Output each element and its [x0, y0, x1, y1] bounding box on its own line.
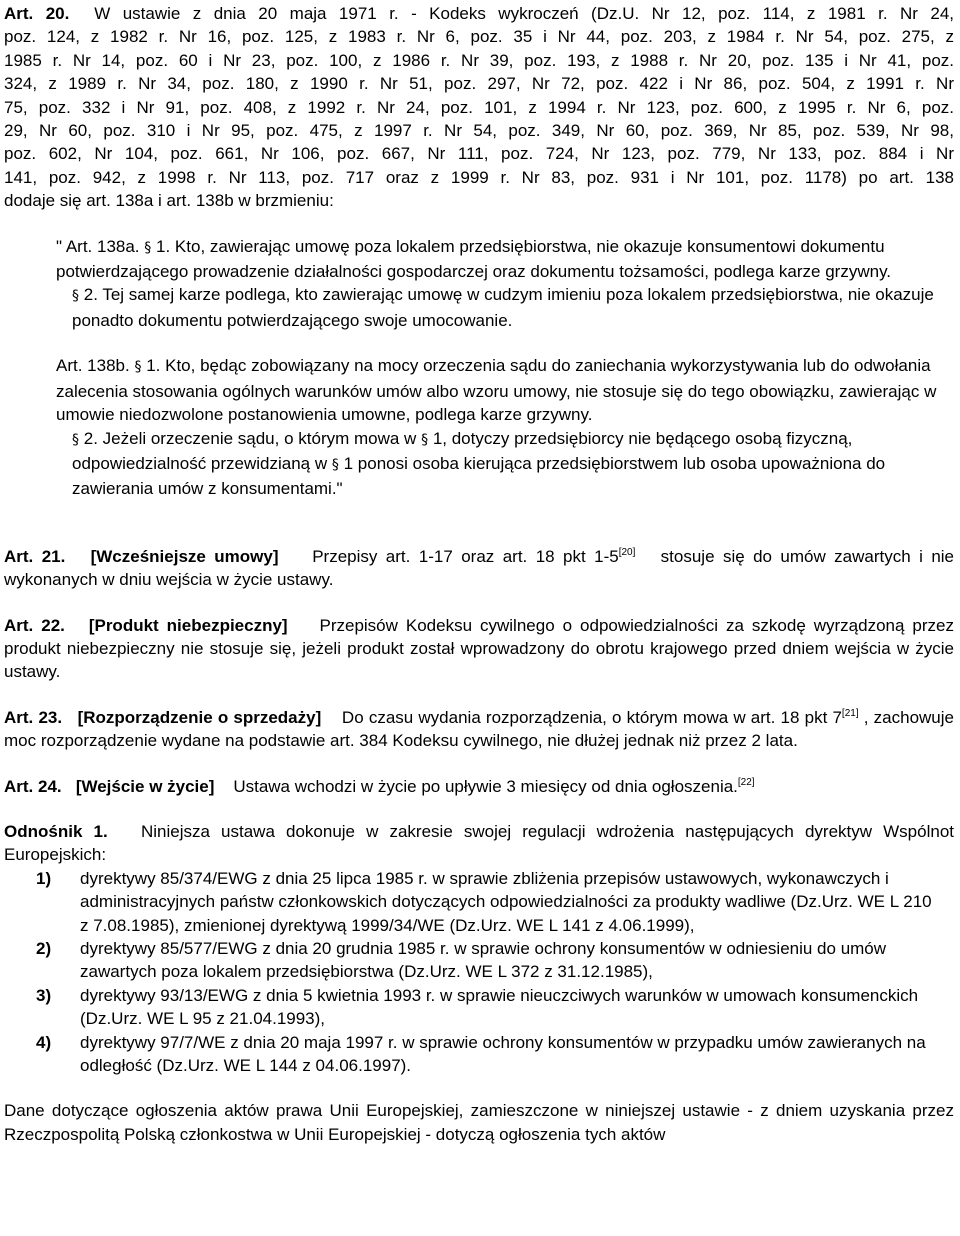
- article-title: [Wejście w życie]: [75, 776, 215, 796]
- article-number: Art. 21.: [4, 546, 66, 566]
- article-20: [4, 2, 954, 213]
- article-20-line: 1985 r. Nr 14, poz. 60 i Nr 23, poz. 100, z 1986 r. Nr 39, poz. 193, z 1988 r. Nr 20, poz. 135 i Nr 41, poz.: [4, 50, 954, 70]
- section-symbol-icon: §: [144, 239, 152, 256]
- article-title: [Rozporządzenie o sprzedaży]: [77, 707, 322, 727]
- article-21: Art. 21. [Wcześniejsze umowy] Przepisy art. 1-17 oraz art. 18 pkt 1-5[20] stosuje się do umów zawartych i nie wykonanych w dniu wejścia w życie ustawy.: [4, 546, 955, 590]
- section-symbol-icon: §: [331, 456, 339, 473]
- footnote-ref[interactable]: [20]: [618, 546, 636, 558]
- quoted-amendment: [4, 235, 956, 501]
- article-20-line: poz. 124, z 1982 r. Nr 16, poz. 125, z 1983 r. Nr 6, poz. 35 i Nr 44, poz. 203, z 1984 r. Nr 54, poz. 275, z: [4, 27, 954, 47]
- article-20-line: 29, Nr 60, poz. 310 i Nr 95, poz. 475, z 1997 r. Nr 54, poz. 349, Nr 60, poz. 369, Nr 85, poz. 539, Nr 98,: [4, 121, 954, 141]
- footnote-ref[interactable]: [21]: [841, 707, 859, 719]
- paragraph-text: Kto, zawierając umowę poza lokalem przedsiębiorstwa, nie okazuje konsumentowi dokumentu potwierdzającego prowadzenie działalności gospodarczej oraz dokumentu tożsamości, podlega karze grzywny.: [56, 236, 892, 282]
- article-20-line-1: Art. 20. W ustawie z dnia 20 maja 1971 r. - Kodeks wykroczeń (Dz.U. Nr 12, poz. 114, z 1981 r. Nr 24,: [4, 4, 955, 23]
- directive-list: [4, 867, 936, 1078]
- section-symbol-icon: §: [72, 431, 79, 448]
- section-symbol-icon: §: [421, 431, 429, 448]
- document-page: [4, 2, 958, 1146]
- paragraph-text: Kto, będąc zobowiązany na mocy orzeczenia sądu do zaniechania wykorzystywania lub do odwołania zalecenia stosowania ogólnych warunków umów albo wzoru umowy, nie stosuje się do tego obowiązku, zawierając w umowie niedozwolone postanowienia umowne, podlega karze grzywny.: [56, 356, 937, 425]
- section-symbol-icon: §: [72, 288, 79, 305]
- article-20-line: dodaje się art. 138a i art. 138b w brzmieniu:: [4, 191, 334, 211]
- footnote-section: [4, 820, 954, 1146]
- footnote-closing: Dane dotyczące ogłoszenia aktów prawa Unii Europejskiej, zamieszczone w niniejszej ustawie - z dniem uzyskania przez Rzeczpospolitą Polską członkostwa w Unii Europejskiej - dotyczą ogłoszenia tych aktów: [4, 1101, 954, 1144]
- paragraph-number: 1.: [146, 356, 161, 376]
- list-item: 3) dyrektywy 93/13/EWG z dnia 5 kwietnia 1993 r. w sprawie nieuczciwych warunków w umowach konsumenckich (Dz.Urz. WE L 95 z 21.04.1993),: [36, 985, 919, 1029]
- article-number: Art. 20.: [4, 4, 70, 23]
- article-title: [Produkt niebezpieczny]: [88, 615, 288, 635]
- article-20-line: poz. 602, Nr 104, poz. 661, Nr 106, poz. 667, Nr 111, poz. 724, Nr 123, poz. 779, Nr 133, poz. 884 i Nr: [4, 144, 954, 164]
- article-20-line: 141, poz. 942, z 1998 r. Nr 113, poz. 717 oraz z 1999 r. Nr 83, poz. 931 i Nr 101, poz. 1178) po art. 138: [4, 167, 954, 187]
- art-138a-para-1: [56, 235, 956, 284]
- article-number: Art. 24.: [4, 776, 62, 796]
- list-item: 1) dyrektywy 85/374/EWG z dnia 25 lipca 1985 r. w sprawie zbliżenia przepisów ustawowych, wykonawczych i administracyjnych państw członkowskich dotyczących odpowiedzialności za produkty wadliwe (Dz.Urz. WE L 210 z 7.08.1985), zmienionej dyrektywą 1999/34/WE (Dz.Urz. WE L 141 z 4.06.1999),: [36, 868, 932, 935]
- footnote-ref[interactable]: [22]: [737, 776, 755, 788]
- article-20-line: 324, z 1989 r. Nr 34, poz. 180, z 1990 r. Nr 51, poz. 297, Nr 72, poz. 422 i Nr 86, poz. 504, z 1991 r. Nr: [4, 74, 954, 94]
- article-22: Art. 22. [Produkt niebezpieczny] Przepisów Kodeksu cywilnego o odpowiedzialności za szkodę wyrządzoną przez produkt niebezpieczny nie stosuje się, jeżeli produkt został wprowadzony do obrotu krajowego przed dniem wejścia w życie ustawy.: [4, 615, 955, 682]
- section-symbol-icon: §: [134, 359, 142, 376]
- paragraph-number: 2.: [83, 285, 98, 305]
- article-number: Art. 23.: [4, 707, 63, 727]
- list-item: 4) dyrektywy 97/7/WE z dnia 20 maja 1997 r. w sprawie ochrony konsumentów w przypadku umów zawieranych na odległość (Dz.Urz. WE L 144 z 04.06.1997).: [36, 1032, 926, 1076]
- paragraph-text: Tej samej karze podlega, kto zawierając umowę w cudzym imieniu poza lokalem przedsiębiorstwa, nie okazuje ponadto dokumentu potwierdzającego swoje umocowanie.: [72, 285, 934, 330]
- footnote-intro: Odnośnik 1. Niniejsza ustawa dokonuje w zakresie swojej regulacji wdrożenia następujących dyrektyw Wspólnot Europejskich:: [4, 821, 954, 865]
- paragraph-number: 2.: [83, 428, 98, 448]
- art-138b-label: Art. 138b.: [56, 356, 130, 376]
- article-24: Art. 24. [Wejście w życie] Ustawa wchodzi w życie po upływie 3 miesięcy od dnia ogłoszenia.[22]: [4, 776, 755, 796]
- article-20-line: 75, poz. 332 i Nr 91, poz. 408, z 1992 r. Nr 24, poz. 101, z 1994 r. Nr 123, poz. 600, z 1995 r. Nr 6, poz.: [4, 97, 954, 117]
- art-138b-para-2: § 2. Jeżeli orzeczenie sądu, o którym mowa w § 1, dotyczy przedsiębiorcy nie będącego osobą fizyczną, odpowiedzialność przewidzianą w § 1 ponosi osoba kierująca przedsiębiorstwem lub osoba upoważniona do zawierania umów z konsumentami.": [72, 428, 886, 499]
- art-138a-para-2: [56, 283, 956, 332]
- article-number: Art. 22.: [4, 615, 65, 635]
- footnote-label: Odnośnik 1.: [4, 821, 108, 841]
- art-138b-para-1: [56, 354, 956, 426]
- article-title: [Wcześniejsze umowy]: [90, 546, 279, 566]
- art-138a-label: " Art. 138a.: [56, 236, 140, 256]
- article-23: Art. 23. [Rozporządzenie o sprzedaży] Do czasu wydania rozporządzenia, o którym mowa w art. 18 pkt 7[21] , zachowuje moc rozporządzenie wydane na podstawie art. 384 Kodeksu cywilnego, nie dłużej jednak niż przez 2 lata.: [4, 707, 954, 751]
- paragraph-number: 1.: [156, 236, 171, 256]
- list-item: 2) dyrektywy 85/577/EWG z dnia 20 grudnia 1985 r. w sprawie ochrony konsumentów w odniesieniu do umów zawartych poza lokalem przedsiębiorstwa (Dz.Urz. WE L 372 z 31.12.1985),: [36, 939, 887, 982]
